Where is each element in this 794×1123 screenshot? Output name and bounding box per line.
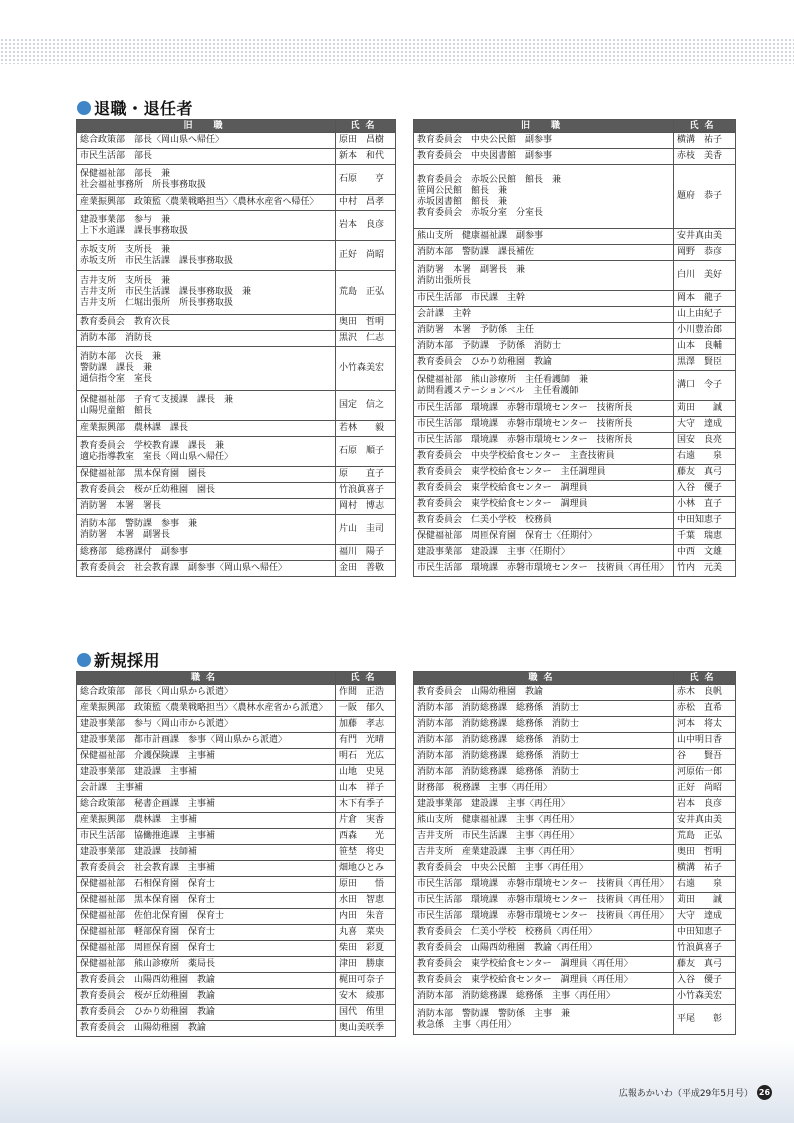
table-row [414,893,736,909]
position-cell: 市民生活部 環境課 赤磐市環境センター 技術員〈再任用〉 [414,909,674,925]
position-cell: 保健福祉部 黒本保育園 保育士 [77,893,336,909]
name-cell: 小竹森美宏 [674,989,736,1005]
name-cell: 入谷 優子 [674,481,736,497]
retired-heading [77,96,193,119]
table-row [414,749,736,765]
position-cell: 教育委員会 教育次長 [77,315,336,331]
name-cell: 福川 陽子 [336,545,396,561]
table-row [77,133,396,149]
position-cell: 熊山支所 健康福祉課 主事〈再任用〉 [414,813,674,829]
position-cell: 産業振興部 政策監〈農業戦略担当〉〈農林水産省から派遣〉 [77,701,336,717]
bullet-dot-icon [77,653,91,667]
col-header-name: 氏名 [674,672,736,685]
hired-table-left [76,671,396,1037]
col-header-name: 氏名 [674,120,736,133]
name-cell: 片倉 実香 [336,813,396,829]
hired-title: 新規採用 [94,651,161,670]
name-cell: 若林 毅 [336,421,396,437]
position-cell: 吉井支所 支所長 兼 吉井支所 市民生活課 課長事務取扱 兼 吉井支所 仁堀出張所 所長事務取扱 [77,271,336,315]
name-cell: 国安 良亮 [674,433,736,449]
name-cell: 西森 光 [336,829,396,845]
position-cell: 熊山支所 健康福祉課 副参事 [414,229,674,245]
name-cell: 赤枝 美香 [674,149,736,165]
name-cell: 竹浪眞喜子 [336,483,396,499]
position-cell: 教育委員会 東学校給食センター 調理員 [414,497,674,513]
position-cell: 市民生活部 環境課 赤磐市環境センター 技術員〈再任用〉 [414,893,674,909]
position-cell: 教育委員会 社会教育課 副参事〈岡山県へ帰任〉 [77,561,336,577]
table-row [77,331,396,347]
position-cell: 教育委員会 山陽幼稚園 教諭 [77,1021,336,1037]
table-row [414,909,736,925]
table-row [414,307,736,323]
position-cell: 財務部 税務課 主事〈再任用〉 [414,781,674,797]
table-row [77,421,396,437]
position-cell: 教育委員会 学校教育課 課長 兼 適応指導教室 室長〈岡山県へ帰任〉 [77,437,336,467]
position-cell: 教育委員会 中央公民館 副参事 [414,133,674,149]
position-cell: 保健福祉部 軽部保育園 保育士 [77,925,336,941]
position-cell: 吉井支所 市民生活課 主事〈再任用〉 [414,829,674,845]
name-cell: 奥山美咲季 [336,1021,396,1037]
table-row [414,733,736,749]
page-number-badge: 26 [757,1085,772,1100]
position-cell: 教育委員会 社会教育課 主事補 [77,861,336,877]
name-cell: 正好 尚昭 [674,781,736,797]
name-cell: 奥田 哲明 [336,315,396,331]
position-cell: 市民生活部 協働推進課 主事補 [77,829,336,845]
table-row [414,941,736,957]
position-cell: 教育委員会 ひかり幼稚園 教諭 [414,355,674,371]
name-cell: 丸喜 菜央 [336,925,396,941]
name-cell: 小林 直子 [674,497,736,513]
table-row [77,499,396,515]
position-cell: 消防本部 警防課 参事 兼 消防署 本署 副署長 [77,515,336,545]
name-cell: 安井真由美 [674,229,736,245]
position-cell: 教育委員会 仁美小学校 校務員〈再任用〉 [414,925,674,941]
name-cell: 金田 善敬 [336,561,396,577]
name-cell: 入谷 優子 [674,973,736,989]
col-header-name: 氏名 [336,120,396,133]
name-cell: 大守 達成 [674,417,736,433]
name-cell: 水田 智恵 [336,893,396,909]
position-cell: 総合政策部 部長〈岡山県へ帰任〉 [77,133,336,149]
col-header-position: 職名 [414,672,674,685]
name-cell: 石原 順子 [336,437,396,467]
position-cell: 建設事業部 参与 兼 上下水道課 課長事務取扱 [77,211,336,241]
name-cell: 荒島 正弘 [336,271,396,315]
name-cell: 木下有季子 [336,797,396,813]
table-row [77,195,396,211]
name-cell: 安井真由美 [674,813,736,829]
name-cell: 柴田 彩夏 [336,941,396,957]
table-row [77,781,396,797]
name-cell: 溝口 令子 [674,371,736,401]
name-cell: 岡本 龍子 [674,291,736,307]
position-cell: 教育委員会 ひかり幼稚園 教諭 [77,1005,336,1021]
position-cell: 消防本部 消防総務課 総務係 主事〈再任用〉 [414,989,674,1005]
name-cell: 岡野 恭彦 [674,245,736,261]
name-cell: 荒島 正弘 [674,829,736,845]
table-row [77,483,396,499]
position-cell: 教育委員会 赤坂公民館 館長 兼 笹岡公民館 館長 兼 赤坂図書館 館長 兼 教育委員会 赤坂分室 分室長 [414,165,674,229]
position-cell: 消防署 本署 副署長 兼 消防出張所長 [414,261,674,291]
table-row [77,271,396,315]
table-row [414,861,736,877]
col-header-position: 旧 職 [414,120,674,133]
name-cell: 国定 信之 [336,391,396,421]
name-cell: 中村 昌孝 [336,195,396,211]
table-row [77,957,396,973]
table-row [414,813,736,829]
name-cell: 山中明日香 [674,733,736,749]
name-cell: 黒沢 仁志 [336,331,396,347]
name-cell: 中田知恵子 [674,513,736,529]
table-row [414,371,736,401]
name-cell: 藤友 真弓 [674,957,736,973]
table-row [77,845,396,861]
name-cell: 横溝 祐子 [674,133,736,149]
table-row [414,323,736,339]
table-row [414,291,736,307]
table-row [414,433,736,449]
position-cell: 市民生活部 市民課 主幹 [414,291,674,307]
hired-heading [77,648,160,671]
position-cell: 市民生活部 環境課 赤磐市環境センター 技術員〈再任用〉 [414,877,674,893]
table-row [77,241,396,271]
table-row [414,417,736,433]
position-cell: 総合政策部 秘書企画課 主事補 [77,797,336,813]
table-row [414,165,736,229]
table-row [414,481,736,497]
name-cell: 黒澤 賢臣 [674,355,736,371]
position-cell: 保健福祉部 黒本保育園 園長 [77,467,336,483]
position-cell: 保健福祉部 佐伯北保育園 保育士 [77,909,336,925]
table-row [77,941,396,957]
table-row [414,877,736,893]
table-row [414,765,736,781]
name-cell: 千葉 瑞恵 [674,529,736,545]
name-cell: 右遠 泉 [674,449,736,465]
name-cell: 苅田 誠 [674,893,736,909]
table-row [77,909,396,925]
name-cell: 加藤 孝志 [336,717,396,733]
table-row [414,973,736,989]
table-row [414,449,736,465]
name-cell: 原田 昌樹 [336,133,396,149]
name-cell: 正好 尚昭 [336,241,396,271]
position-cell: 総務部 総務課付 副参事 [77,545,336,561]
position-cell: 建設事業部 建設課 主事〈任期付〉 [414,545,674,561]
name-cell: 山本 祥子 [336,781,396,797]
table-row [414,685,736,701]
col-header-position: 旧 職 [77,120,336,133]
table-row [77,211,396,241]
position-cell: 教育委員会 山陽西幼稚園 教諭 [77,973,336,989]
bottom-gradient [0,1040,794,1123]
name-cell: 苅田 誠 [674,401,736,417]
position-cell: 教育委員会 桜が丘幼稚園 園長 [77,483,336,499]
table-row [77,701,396,717]
position-cell: 産業振興部 政策監〈農業戦略担当〉〈農林水産省へ帰任〉 [77,195,336,211]
name-cell: 内田 朱音 [336,909,396,925]
name-cell: 山本 良輔 [674,339,736,355]
table-row [414,781,736,797]
table-row [414,497,736,513]
table-row [77,347,396,391]
position-cell: 消防本部 消防総務課 総務係 消防士 [414,717,674,733]
position-cell: 保健福祉部 石相保育園 保育士 [77,877,336,893]
table-row [77,765,396,781]
name-cell: 梶田可奈子 [336,973,396,989]
position-cell: 消防署 本署 予防係 主任 [414,323,674,339]
table-row [77,925,396,941]
retired-table-left [76,119,396,577]
table-row [414,261,736,291]
position-cell: 教育委員会 中央学校給食センター 主査技術員 [414,449,674,465]
position-cell: 市民生活部 環境課 赤磐市環境センター 技術所長 [414,417,674,433]
position-cell: 保健福祉部 周匝保育園 保育士 [77,941,336,957]
position-cell: 教育委員会 東学校給食センター 調理員〈再任用〉 [414,957,674,973]
table-row [77,813,396,829]
position-cell: 保健福祉部 熊山診療所 薬局長 [77,957,336,973]
table-row [414,845,736,861]
name-cell: 小川豊治郎 [674,323,736,339]
name-cell: 作間 正浩 [336,685,396,701]
name-cell: 河本 将太 [674,717,736,733]
table-row [77,437,396,467]
table-row [414,701,736,717]
name-cell: 赤木 良帆 [674,685,736,701]
name-cell: 津田 勝康 [336,957,396,973]
name-cell: 河原佑一郎 [674,765,736,781]
position-cell: 教育委員会 東学校給食センター 調理員 [414,481,674,497]
name-cell: 山地 史晃 [336,765,396,781]
position-cell: 保健福祉部 周匝保育園 保育士〈任期付〉 [414,529,674,545]
position-cell: 教育委員会 東学校給食センター 主任調理員 [414,465,674,481]
table-row [414,401,736,417]
position-cell: 教育委員会 東学校給食センター 調理員〈再任用〉 [414,973,674,989]
table-row [77,467,396,483]
position-cell: 教育委員会 仁美小学校 校務員 [414,513,674,529]
position-cell: 教育委員会 中央図書館 副参事 [414,149,674,165]
position-cell: 会計課 主幹 [414,307,674,323]
name-cell: 平尾 彰 [674,1005,736,1035]
table-row [77,391,396,421]
position-cell: 建設事業部 建設課 主事補 [77,765,336,781]
table-row [77,315,396,331]
name-cell: 題府 恭子 [674,165,736,229]
name-cell: 畑地ひとみ [336,861,396,877]
table-row [414,229,736,245]
position-cell: 市民生活部 環境課 赤磐市環境センター 技術員〈再任用〉 [414,561,674,577]
table-row [414,957,736,973]
position-cell: 建設事業部 建設課 主事〈再任用〉 [414,797,674,813]
position-cell: 消防本部 警防課 課長補佐 [414,245,674,261]
table-row [77,989,396,1005]
position-cell: 産業振興部 農林課 課長 [77,421,336,437]
name-cell: 岩本 良彦 [674,797,736,813]
table-row [77,561,396,577]
name-cell: 中西 文雄 [674,545,736,561]
table-row [414,245,736,261]
name-cell: 原田 悟 [336,877,396,893]
table-row [77,893,396,909]
bullet-dot-icon [77,101,91,115]
table-row [414,829,736,845]
retired-title: 退職・退任者 [94,99,194,118]
table-row [77,797,396,813]
position-cell: 消防本部 消防長 [77,331,336,347]
position-cell: 消防本部 次長 兼 警防課 課長 兼 通信指令室 室長 [77,347,336,391]
table-row [414,989,736,1005]
table-row [414,149,736,165]
name-cell: 大守 達成 [674,909,736,925]
name-cell: 山上由紀子 [674,307,736,323]
table-row [77,545,396,561]
name-cell: 片山 圭司 [336,515,396,545]
table-row [77,829,396,845]
name-cell: 石原 亨 [336,165,396,195]
table-row [77,749,396,765]
position-cell: 会計課 主事補 [77,781,336,797]
position-cell: 消防本部 消防総務課 総務係 消防士 [414,749,674,765]
table-row [77,973,396,989]
table-row [77,1005,396,1021]
footer-publication: 広報あかいわ（平成29年5月号） [618,1089,753,1099]
position-cell: 保健福祉部 部長 兼 社会福祉事務所 所長事務取扱 [77,165,336,195]
table-row [77,877,396,893]
name-cell: 岡村 博志 [336,499,396,515]
retired-table-right [413,119,736,577]
position-cell: 保健福祉部 子育て支援課 課長 兼 山陽児童館 館長 [77,391,336,421]
position-cell: 市民生活部 環境課 赤磐市環境センター 技術所長 [414,433,674,449]
position-cell: 赤坂支所 支所長 兼 赤坂支所 市民生活課 課長事務取扱 [77,241,336,271]
table-row [414,529,736,545]
position-cell: 保健福祉部 介護保険課 主事補 [77,749,336,765]
col-header-name: 氏名 [336,672,396,685]
position-cell: 消防本部 消防総務課 総務係 消防士 [414,765,674,781]
position-cell: 教育委員会 桜が丘幼稚園 教諭 [77,989,336,1005]
position-cell: 教育委員会 中央公民館 主事〈再任用〉 [414,861,674,877]
position-cell: 市民生活部 部長 [77,149,336,165]
table-row [414,545,736,561]
table-row [77,685,396,701]
name-cell: 原 直子 [336,467,396,483]
dotted-header-band [0,38,794,64]
name-cell: 笹埜 将史 [336,845,396,861]
name-cell: 安木 綾那 [336,989,396,1005]
table-row [414,561,736,577]
position-cell: 教育委員会 山陽幼稚園 教諭 [414,685,674,701]
page-footer [619,1085,772,1100]
table-row [77,149,396,165]
table-row [414,355,736,371]
table-row [414,133,736,149]
position-cell: 消防本部 消防総務課 総務係 消防士 [414,733,674,749]
table-row [414,513,736,529]
position-cell: 総合政策部 部長〈岡山県から派遣〉 [77,685,336,701]
name-cell: 小竹森美宏 [336,347,396,391]
position-cell: 建設事業部 都市計画課 参事〈岡山県から派遣〉 [77,733,336,749]
position-cell: 市民生活部 環境課 赤磐市環境センター 技術所長 [414,401,674,417]
position-cell: 消防本部 消防総務課 総務係 消防士 [414,701,674,717]
name-cell: 有門 光晴 [336,733,396,749]
table-row [414,339,736,355]
name-cell: 竹浪眞喜子 [674,941,736,957]
position-cell: 消防本部 予防課 予防係 消防士 [414,339,674,355]
name-cell: 谷 賢吾 [674,749,736,765]
name-cell: 明石 光広 [336,749,396,765]
name-cell: 中田知恵子 [674,925,736,941]
position-cell: 吉井支所 産業建設課 主事〈再任用〉 [414,845,674,861]
table-row [77,515,396,545]
table-row [414,1005,736,1035]
name-cell: 国代 侑里 [336,1005,396,1021]
position-cell: 教育委員会 山陽西幼稚園 教諭〈再任用〉 [414,941,674,957]
position-cell: 消防本部 警防課 警防係 主事 兼 救急係 主事〈再任用〉 [414,1005,674,1035]
name-cell: 新本 和代 [336,149,396,165]
col-header-position: 職名 [77,672,336,685]
position-cell: 建設事業部 建設課 技師補 [77,845,336,861]
name-cell: 岩本 良彦 [336,211,396,241]
name-cell: 白川 美好 [674,261,736,291]
table-row [77,165,396,195]
position-cell: 消防署 本署 署長 [77,499,336,515]
name-cell: 藤友 真弓 [674,465,736,481]
position-cell: 建設事業部 参与〈岡山市から派遣〉 [77,717,336,733]
table-row [414,465,736,481]
table-row [414,797,736,813]
table-row [414,717,736,733]
name-cell: 右遠 泉 [674,877,736,893]
name-cell: 奥田 哲明 [674,845,736,861]
table-row [414,925,736,941]
table-row [77,1021,396,1037]
name-cell: 赤松 直希 [674,701,736,717]
name-cell: 横溝 祐子 [674,861,736,877]
table-row [77,733,396,749]
table-row [77,717,396,733]
name-cell: 一阪 郁久 [336,701,396,717]
position-cell: 産業振興部 農林課 主事補 [77,813,336,829]
position-cell: 保健福祉部 熊山診療所 主任看護師 兼 訪問看護ステーションベル 主任看護師 [414,371,674,401]
table-row [77,861,396,877]
hired-table-right [413,671,736,1035]
name-cell: 竹内 元美 [674,561,736,577]
